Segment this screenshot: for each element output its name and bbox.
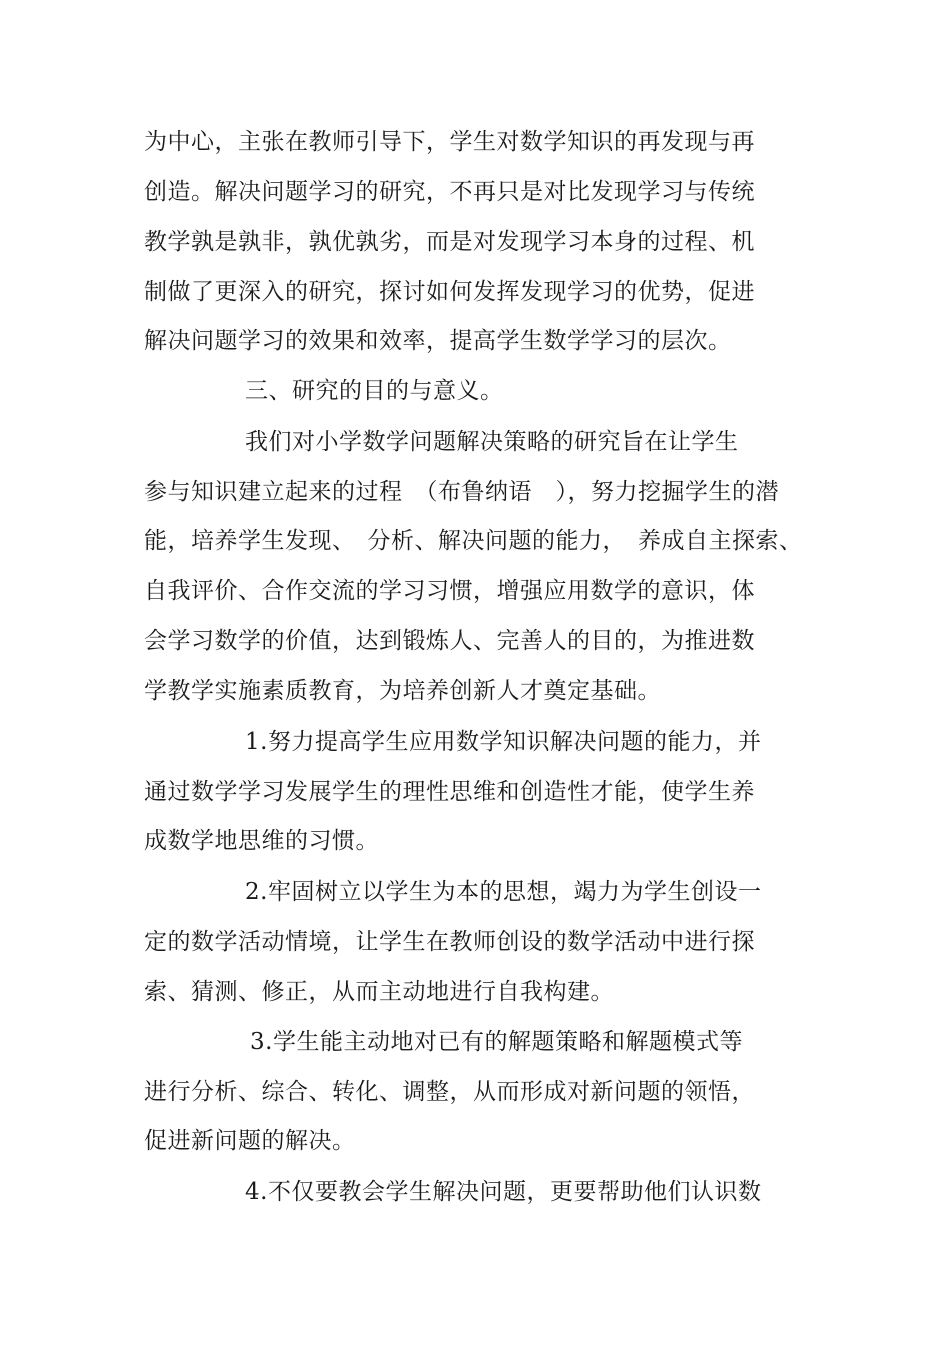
text-line: 为中心，主张在教师引导下，学生对数学知识的再发现与再 xyxy=(144,129,755,155)
list-item: 2.牢固树立以学生为本的思想，竭力为学生创设一 xyxy=(245,879,762,905)
text-line: 进行分析、综合、转化、调整，从而形成对新问题的领悟， xyxy=(144,1079,755,1105)
text-line: 成数学地思维的习惯。 xyxy=(144,828,379,854)
text-line: 能，培养学生发现、 分析、解决问题的能力， 养成自主探索、 xyxy=(144,528,803,554)
text-line: 学教学实施素质教育，为培养创新人才奠定基础。 xyxy=(144,678,661,704)
text-line: 参与知识建立起来的过程 （布鲁纳语 ），努力挖掘学生的潜 xyxy=(144,479,779,505)
text-line: 创造。解决问题学习的研究，不再只是对比发现学习与传统 xyxy=(144,179,755,205)
list-item: 4.不仅要教会学生解决问题，更要帮助他们认识数 xyxy=(245,1179,762,1205)
text-line: 通过数学学习发展学生的理性思维和创造性才能，使学生养 xyxy=(144,779,755,805)
text-line: 我们对小学数学问题解决策略的研究旨在让学生 xyxy=(245,429,739,455)
text-line: 会学习数学的价值，达到锻炼人、完善人的目的，为推进数 xyxy=(144,628,755,654)
text-line: 促进新问题的解决。 xyxy=(144,1128,356,1154)
text-line: 教学孰是孰非，孰优孰劣，而是对发现学习本身的过程、机 xyxy=(144,229,755,255)
text-line: 解决问题学习的效果和效率，提高学生数学学习的层次。 xyxy=(144,328,732,354)
text-line: 自我评价、合作交流的学习习惯，增强应用数学的意识，体 xyxy=(144,578,755,604)
text-line: 索、猜测、修正，从而主动地进行自我构建。 xyxy=(144,979,614,1005)
section-heading: 三、研究的目的与意义。 xyxy=(245,378,504,404)
list-item: 3.学生能主动地对已有的解题策略和解题模式等 xyxy=(250,1029,743,1055)
text-line: 制做了更深入的研究，探讨如何发挥发现学习的优势，促进 xyxy=(144,279,755,305)
list-item: 1.努力提高学生应用数学知识解决问题的能力，并 xyxy=(245,729,762,755)
text-line: 定的数学活动情境，让学生在教师创设的数学活动中进行探 xyxy=(144,929,755,955)
